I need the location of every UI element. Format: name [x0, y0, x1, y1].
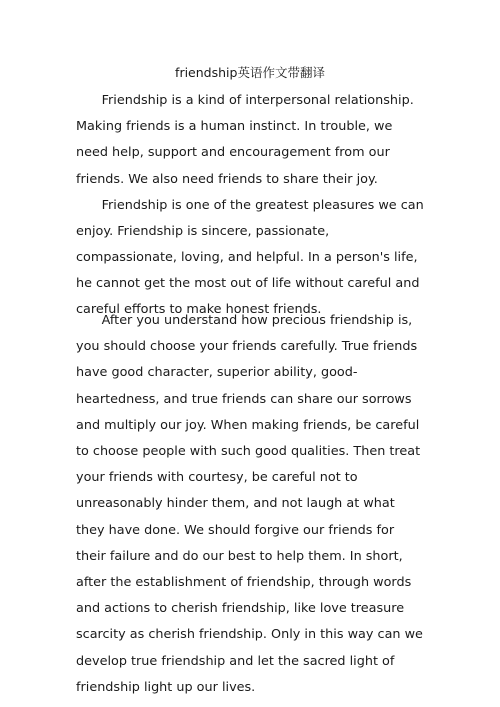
document-title: friendship英语作文带翻译	[175, 65, 325, 80]
paragraph-2: Friendship is one of the greatest pleasures we can enjoy. Friendship is sincere, passionate, compassionate, loving, and helpful. In a person's life, he cannot get the most out of life without careful and careful efforts to make honest friends.	[76, 197, 424, 318]
paragraph-3: After you understand how precious friendship is, you should choose your friends carefully. True friends have good character, superior ability, good-heartedness, and true friends can share our sorrows and multiply our joy. When making friends, be careful to choose people with such good qualities. Then treat your friends with courtesy, be careful not to unreasonably hinder them, and not laugh at what they have done. We should forgive our friends for their failure and do our best to help them. In short, after the establishment of friendship, through words and actions to cherish friendship, like love treasure scarcity as cherish friendship. Only in this way can we develop true friendship and let the sacred light of friendship light up our lives.	[76, 313, 423, 695]
paragraph-1: Friendship is a kind of interpersonal relationship. Making friends is a human instinct. In trouble, we need help, support and encouragement from our friends. We also need friends to share their joy.	[76, 93, 414, 187]
